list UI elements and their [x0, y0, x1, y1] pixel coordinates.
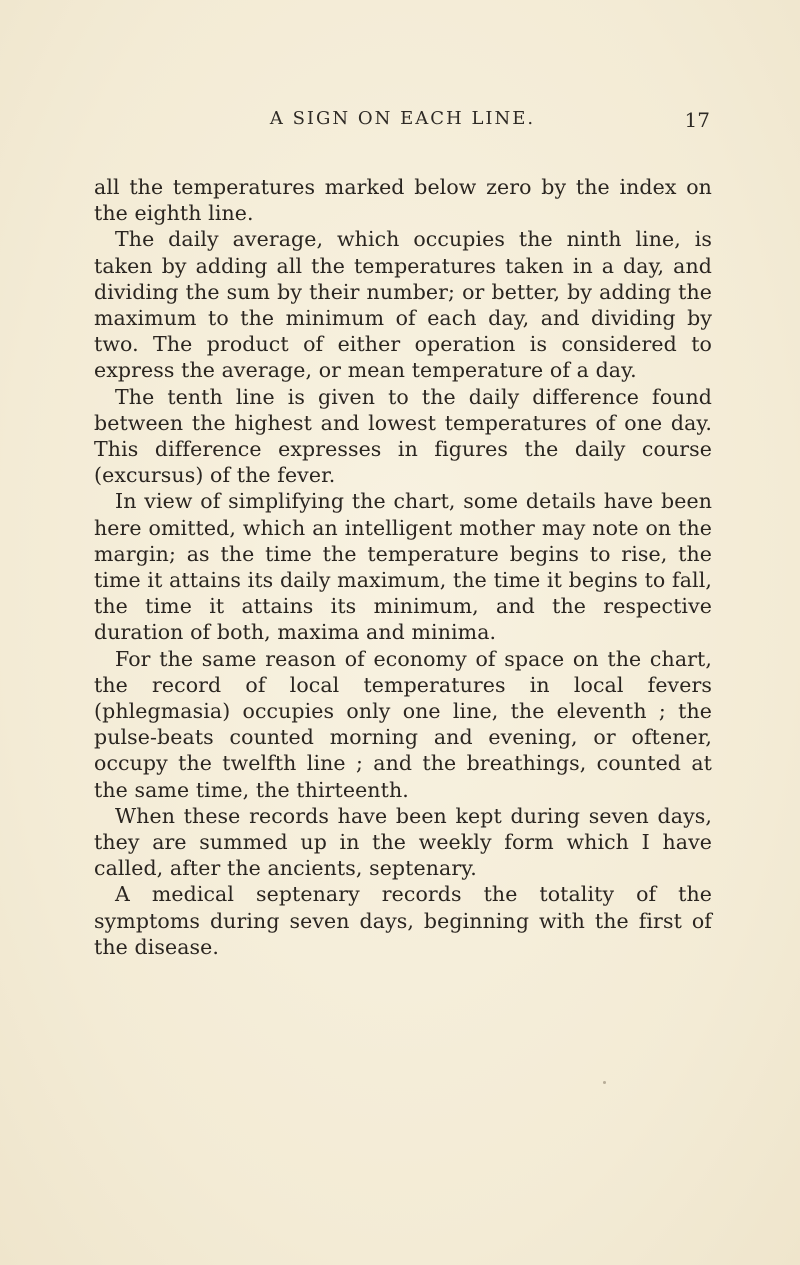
page-number: 17 [684, 108, 710, 132]
paragraph-3: The tenth line is given to the daily difference found between the highest and lowest temperatures of one day. This difference expresses in figures the daily course (excursus) of the fever. [94, 384, 712, 488]
paragraph-1: all the temperatures marked below zero by the index on the eighth line. [94, 175, 712, 226]
paragraph-2: The daily average, which occupies the ninth line, is taken by adding all the temperatures taken in a day, and dividing the sum by their number; or better, by adding the maximum to the minimum of each day, and dividing by two. The product of either operation is considered to express the average, or mean temperature of a day. [94, 227, 712, 383]
body-text [94, 174, 712, 960]
paragraph-7: A medical septenary records the totality of the symptoms during seven days, beginning with the first of the disease. [94, 882, 712, 959]
paper-speck [603, 1081, 606, 1084]
running-title: A SIGN ON EACH LINE. [269, 108, 536, 129]
paragraph-6: When these records have been kept during seven days, they are summed up in the weekly form which I have called, after the ancients, septenary. [94, 803, 712, 881]
running-head [95, 108, 710, 138]
paragraph-5: For the same reason of economy of space on the chart, the record of local temperatures in local fevers (phlegmasia) occupies only one line, the eleventh ; the pulse-beats counted morning and evening, or oftener, occupy the twelfth line ; and the breathings, counted at the same time, the thirteenth. [94, 646, 712, 802]
paragraph-4: In view of simplifying the chart, some details have been here omitted, which an intelligent mother may note on the margin; as the time the temperature begins to rise, the time it attains its daily maximum, the time it begins to fall, the time it attains its minimum, and the respective duration of both, maxima and minima. [94, 489, 712, 645]
